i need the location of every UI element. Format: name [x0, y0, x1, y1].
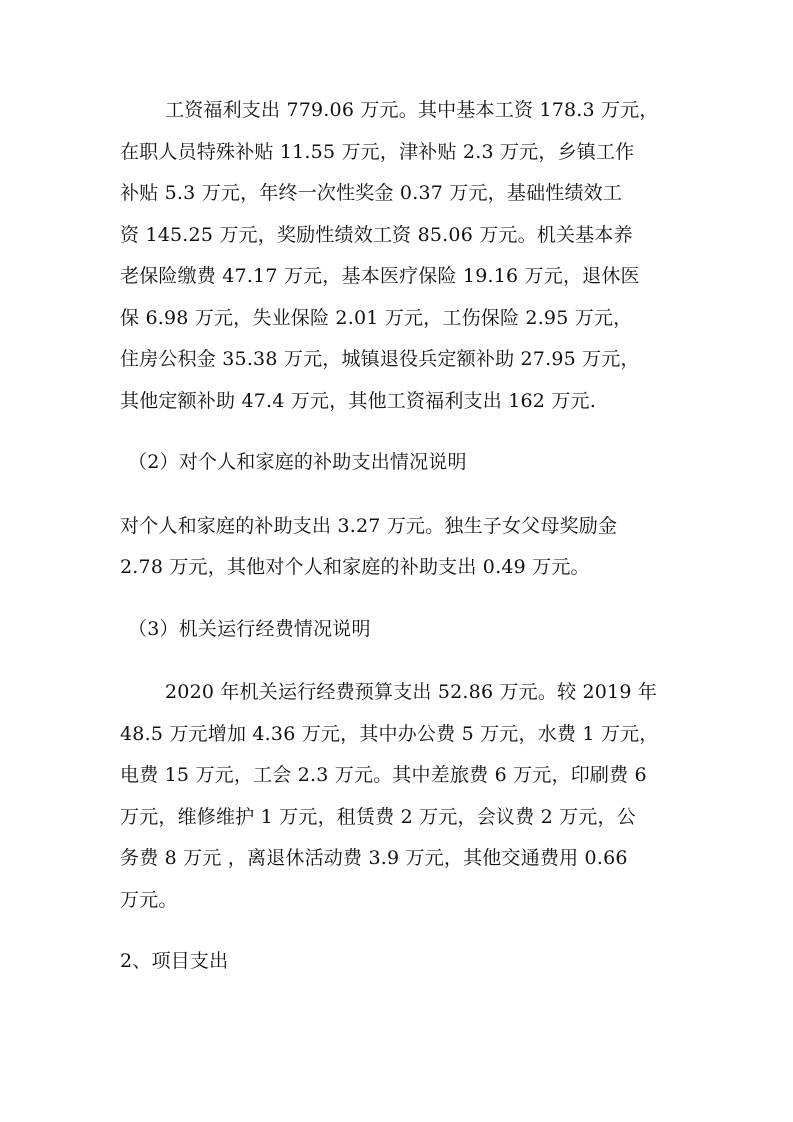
subsidy-paragraph — [120, 512, 675, 582]
operation-expense-paragraph — [120, 678, 675, 914]
paragraph-line: 保 6.98 万元，失业保险 2.01 万元，工伤保险 2.95 万元， — [120, 306, 633, 329]
section-heading-project-expense: 2、项目支出 — [120, 950, 229, 972]
paragraph-line: 在职人员特殊补贴 11.55 万元，津补贴 2.3 万元，乡镇工作 — [120, 140, 635, 163]
section-heading-subsidy: （2）对个人和家庭的补助支出情况说明 — [128, 451, 467, 473]
paragraph-line: 其他定额补助 47.4 万元，其他工资福利支出 162 万元. — [120, 389, 596, 412]
paragraph-line: 电费 15 万元，工会 2.3 万元。其中差旅费 6 万元，印刷费 6 — [120, 764, 647, 786]
paragraph-line: 住房公积金 35.38 万元，城镇退役兵定额补助 27.95 万元， — [120, 348, 640, 370]
section-heading-operation: （3）机关运行经费情况说明 — [128, 617, 371, 640]
paragraph-line: 工资福利支出 779.06 万元。其中基本工资 178.3 万元， — [165, 99, 659, 121]
document-body — [120, 96, 675, 989]
paragraph-line: 万元。 — [120, 888, 178, 911]
paragraph-line: 2020 年机关运行经费预算支出 52.86 万元。较 2019 年 — [165, 681, 658, 703]
paragraph-line: 万元，维修维护 1 万元，租赁费 2 万元，会议费 2 万元，公 — [120, 805, 636, 828]
paragraph-line: 资 145.25 万元，奖励性绩效工资 85.06 万元。机关基本养 — [120, 223, 633, 246]
paragraph-line: 2.78 万元，其他对个人和家庭的补助支出 0.49 万元。 — [120, 556, 590, 578]
paragraph-line: 务费 8 万元 ，离退休活动费 3.9 万元，其他交通费用 0.66 — [120, 847, 628, 869]
paragraph-line: 老保险缴费 47.17 万元，基本医疗保险 19.16 万元，退休医 — [120, 265, 640, 287]
paragraph-line: 补贴 5.3 万元，年终一次性奖金 0.37 万元，基础性绩效工 — [120, 182, 623, 204]
paragraph-line: 对个人和家庭的补助支出 3.27 万元。独生子女父母奖励金 — [120, 514, 618, 537]
paragraph-line: 48.5 万元增加 4.36 万元，其中办公费 5 万元，水费 1 万元， — [120, 722, 659, 745]
wage-welfare-paragraph — [120, 96, 675, 415]
